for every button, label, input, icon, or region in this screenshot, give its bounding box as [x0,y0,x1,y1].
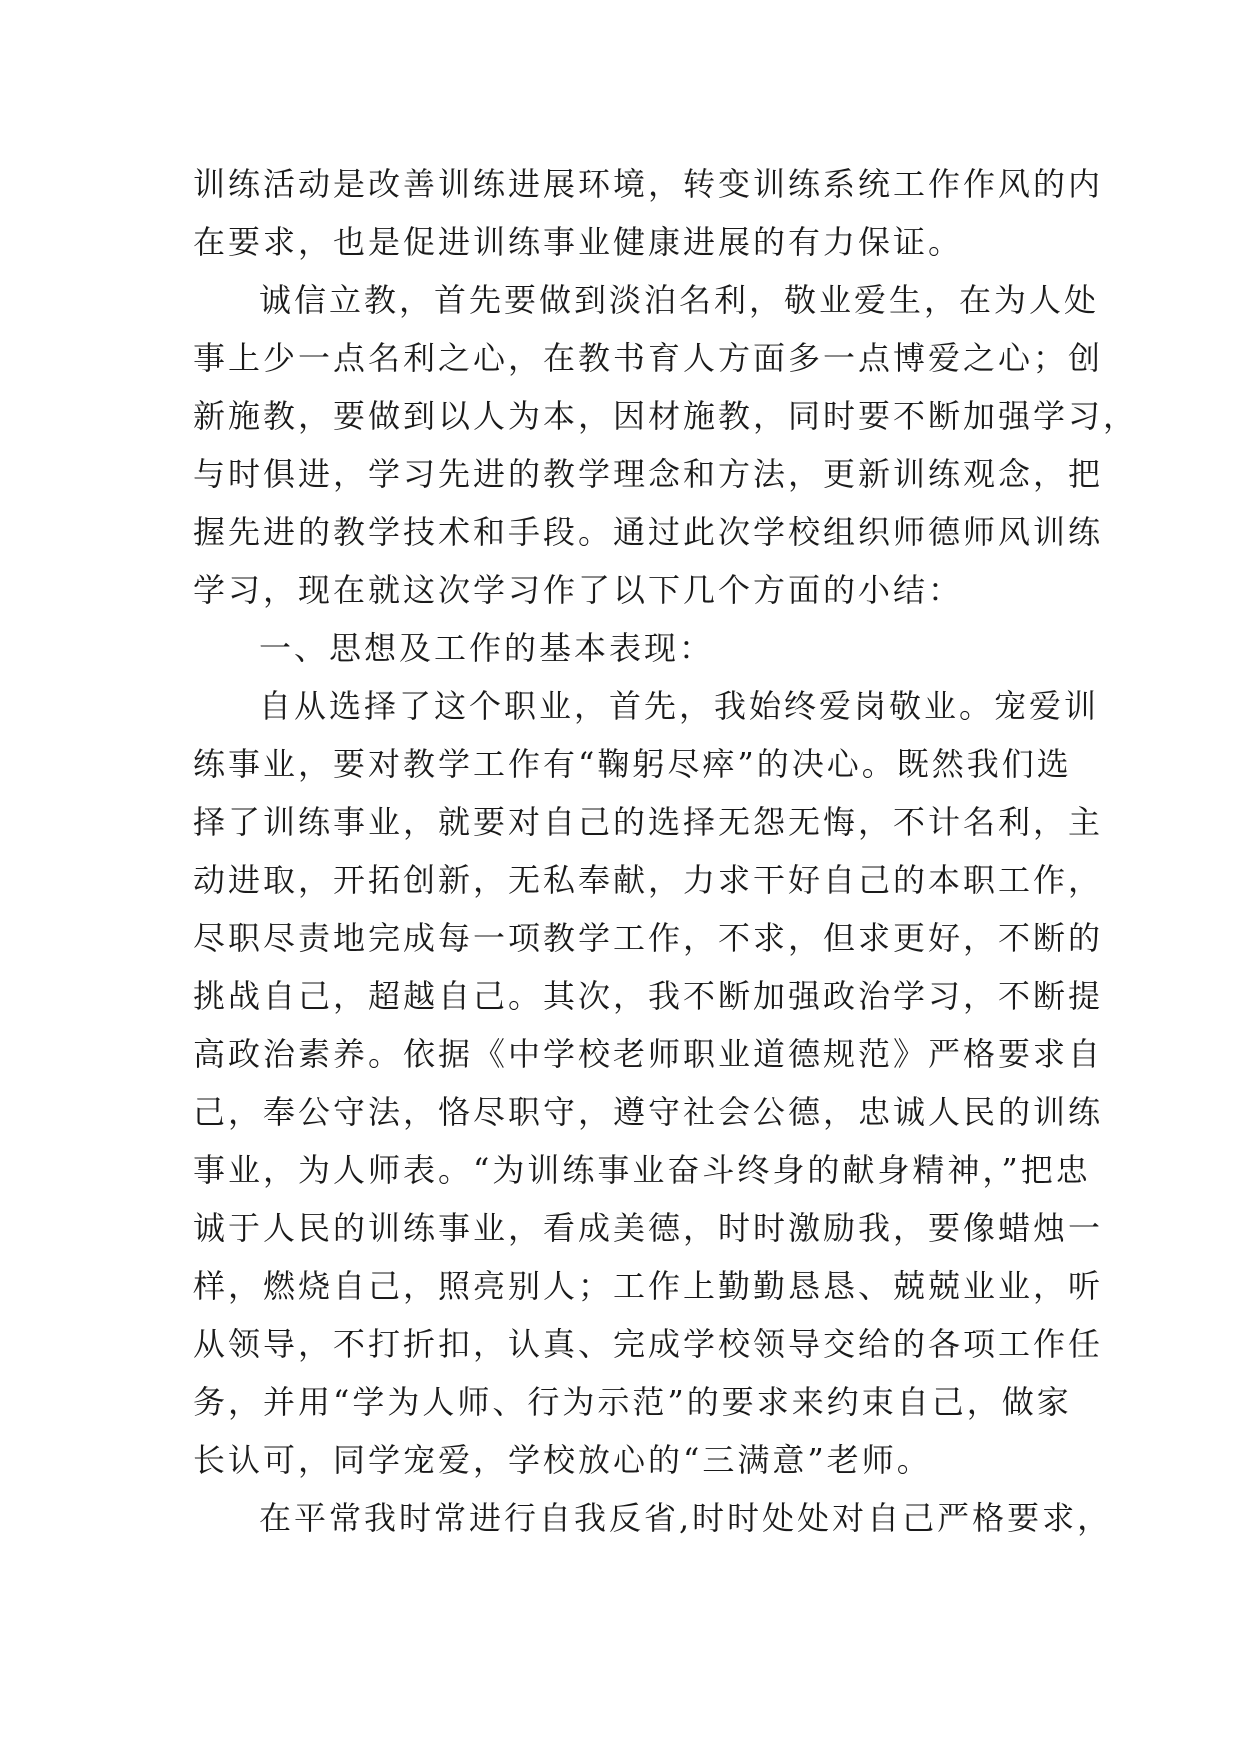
paragraph-first-line: 在平常我时常进行自我反省,时时处处对自己严格要求， [259,1499,1113,1537]
paragraph-first-line: 诚信立教，首先要做到淡泊名利，敬业爱生，在为人处 [259,281,1100,319]
body-line: 尽职尽责地完成每一项教学工作，不求，但求更好，不断的 [193,919,1104,957]
body-line: 长认可，同学宠爱，学校放心的“三满意”老师。 [193,1441,932,1479]
body-line: 事业，为人师表。“为训练事业奋斗终身的献身精神，”把忠 [193,1151,1091,1189]
body-line: 在要求，也是促进训练事业健康进展的有力保证。 [193,223,964,261]
body-line: 新施教，要做到以人为本，因材施教，同时要不断加强学习， [193,397,1139,435]
section-heading: 一、思想及工作的基本表现： [259,629,715,667]
body-line: 从领导，不打折扣，认真、完成学校领导交给的各项工作任 [193,1325,1104,1363]
document-body [193,155,1139,1547]
body-line: 高政治素养。依据《中学校老师职业道德规范》严格要求自 [193,1035,1104,1073]
body-line: 己，奉公守法，恪尽职守，遵守社会公德，忠诚人民的训练 [193,1093,1104,1131]
body-line: 训练活动是改善训练进展环境，转变训练系统工作作风的内 [193,165,1104,203]
body-line: 挑战自己，超越自己。其次，我不断加强政治学习，不断提 [193,977,1104,1015]
paragraph-first-line: 自从选择了这个职业，首先，我始终爱岗敬业。宠爱训 [259,687,1100,725]
body-line: 诚于人民的训练事业，看成美德，时时激励我，要像蜡烛一 [193,1209,1104,1247]
body-line: 学习，现在就这次学习作了以下几个方面的小结： [193,571,964,609]
body-line: 练事业，要对教学工作有“鞠躬尽瘁”的决心。既然我们选 [193,745,1072,783]
body-line: 动进取，开拓创新，无私奉献，力求干好自己的本职工作， [193,861,1104,899]
body-line: 样，燃烧自己，照亮别人；工作上勤勤恳恳、兢兢业业，听 [193,1267,1104,1305]
body-line: 握先进的教学技术和手段。通过此次学校组织师德师风训练 [193,513,1104,551]
body-line: 务，并用“学为人师、行为示范”的要求来约束自己，做家 [193,1383,1072,1421]
body-line: 择了训练事业，就要对自己的选择无怨无悔，不计名利，主 [193,803,1104,841]
body-line: 事上少一点名利之心，在教书育人方面多一点博爱之心；创 [193,339,1104,377]
body-line: 与时俱进，学习先进的教学理念和方法，更新训练观念，把 [193,455,1104,493]
